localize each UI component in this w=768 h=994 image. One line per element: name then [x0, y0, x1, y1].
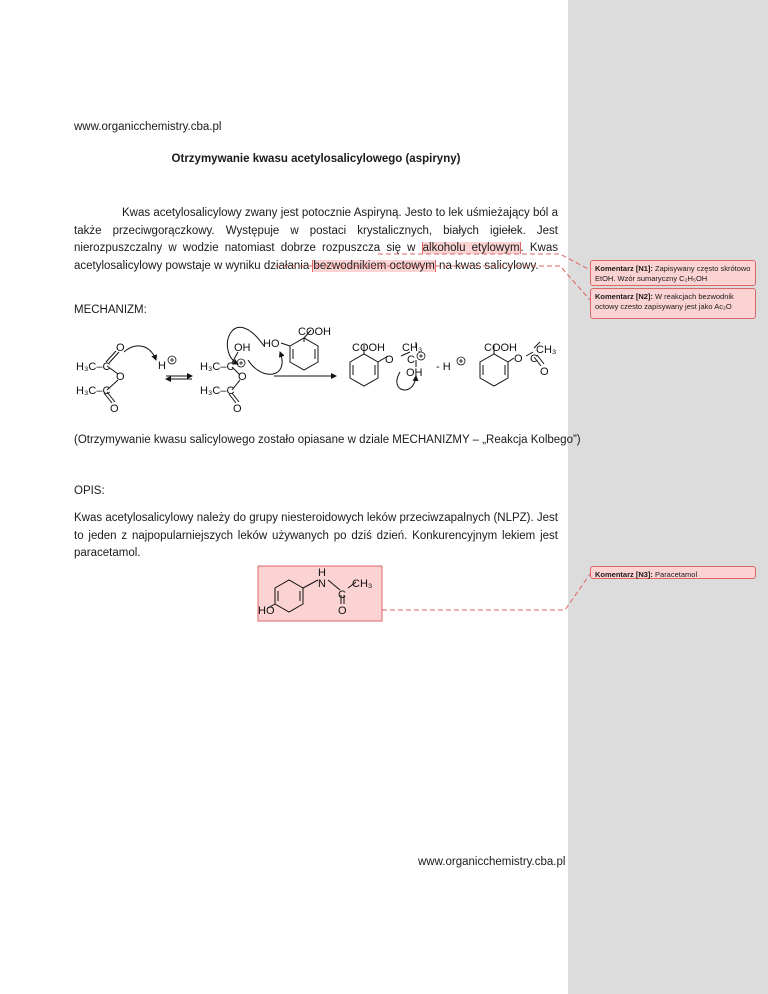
label-o-3: O: [110, 403, 119, 415]
label-o-1: O: [116, 342, 125, 354]
label-h-para: H: [318, 567, 326, 579]
label-oh-2: OH: [406, 367, 423, 379]
label-h-plus: H: [158, 360, 166, 372]
label-c-2: C: [530, 353, 538, 365]
label-ch3-2: CH₃: [536, 344, 557, 356]
label-h3c-c-3: H₃C–C: [200, 361, 235, 373]
highlight-alkoholu-etylowym[interactable]: alkoholu etylowym: [422, 242, 520, 254]
comment-n1-label: Komentarz [N1]:: [595, 264, 653, 273]
label-o-7: O: [514, 353, 523, 365]
comment-n3-text: Paracetamol: [655, 570, 698, 579]
label-h3c-c-2: H₃C–C: [76, 385, 111, 397]
mechanism-label: MECHANIZM:: [74, 304, 147, 316]
paragraph-intro-text-2: . Kwas acetylosalicylowy powstaje w wyniku działania: [74, 242, 558, 272]
label-o-5: O: [233, 403, 242, 415]
label-o-4: O: [238, 371, 247, 383]
label-cooh-2: COOH: [352, 342, 385, 354]
paragraph-intro-text-3: na kwas salicylowy.: [435, 259, 539, 272]
comment-n3-label: Komentarz [N3]:: [595, 570, 653, 579]
label-cooh-3: COOH: [484, 342, 517, 354]
paragraph-description: Kwas acetylosalicylowy należy do grupy niesteroidowych leków przeciwzapalnych (NLPZ). Jest to jeden z najpopularniejszych leków używanych po dziś dzień. Konkurencyjnym lekiem jest paracetamol.: [74, 512, 558, 559]
label-ch3-1: CH₃: [402, 342, 423, 354]
highlight-bezwodnikiem-octowym[interactable]: bezwodnikiem octowym: [313, 259, 435, 272]
label-c-1: C: [407, 354, 415, 366]
label-cooh-1: COOH: [298, 326, 331, 338]
comment-n1-text: Zapisywany często skrótowo EtOH. Wzór sumaryczny C₂H₅OH: [595, 264, 751, 283]
comment-n2-label: Komentarz [N2]:: [595, 292, 653, 301]
label-n-para: N: [318, 578, 326, 590]
header-url[interactable]: www.organicchemistry.cba.pl: [74, 121, 222, 133]
document-title: Otrzymywanie kwasu acetylosalicylowego (aspiryny): [171, 153, 461, 165]
label-o-8: O: [540, 366, 549, 378]
label-oh-1: OH: [234, 342, 251, 354]
paragraph-intro-text-1: Kwas acetylosalicylowy zwany jest potocznie Aspiryną. Jesto to lek uśmieżający ból a także przeciwgorączkowy. Występuje w postaci krystalicznych, białych igiełek. Jest nierozpuszczalny w wodzie natomiast dobrze rozpuszcza się w: [74, 207, 558, 254]
label-o-6: O: [385, 354, 394, 366]
label-h3c-c-4: H₃C–C: [200, 385, 235, 397]
label-minus-h: - H: [436, 361, 451, 373]
label-h3c-c-1: H₃C–C: [76, 361, 111, 373]
acetic-anhydride: [104, 346, 156, 403]
label-o-2: O: [116, 371, 125, 383]
mechanism-note: (Otrzymywanie kwasu salicylowego zostało opiasane w dziale MECHANIZMY – „Reakcja Kolbego”): [74, 434, 581, 446]
connector-n1: [378, 254, 590, 270]
footer-url[interactable]: www.organicchemistry.cba.pl: [418, 856, 566, 868]
opis-label: OPIS:: [74, 485, 105, 497]
label-o-para: O: [338, 605, 347, 617]
label-ho-para: HO: [258, 605, 275, 617]
connector-n3: [382, 574, 590, 610]
label-c-para: C: [338, 589, 346, 601]
comment-n2-text: W reakcjach bezwodnik octowy czesto zapisywany jest jako Ac₂O: [595, 292, 734, 311]
label-ho-1: HO: [263, 338, 280, 350]
label-ch3-para: CH₃: [352, 578, 373, 590]
comment-connectors: [275, 254, 590, 610]
connector-n2: [275, 266, 590, 300]
